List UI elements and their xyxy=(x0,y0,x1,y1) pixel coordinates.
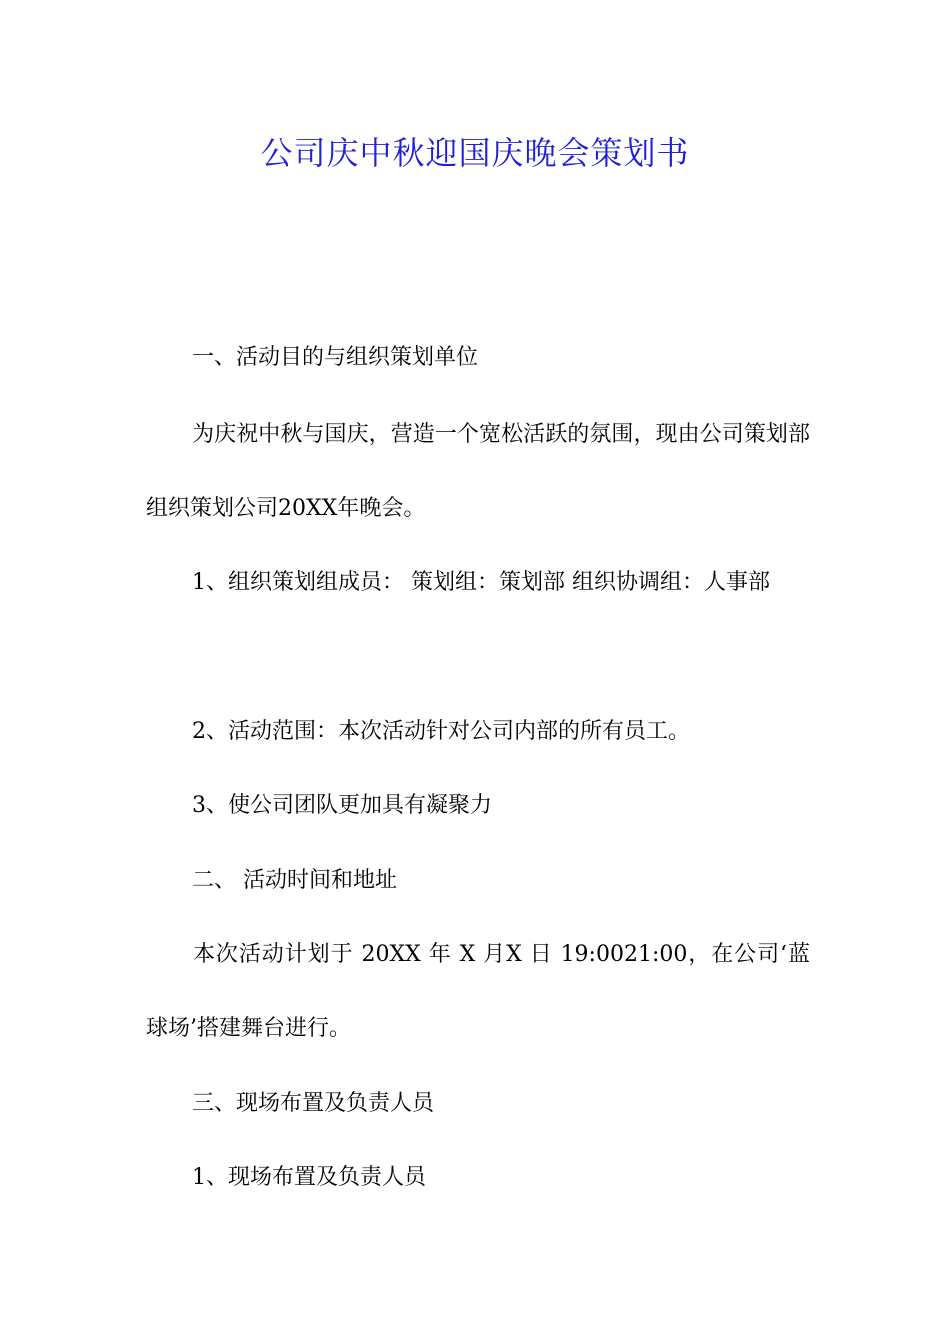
paragraph-cohesion: 3、使公司团队更加具有凝聚力 xyxy=(192,793,492,818)
paragraph-organizers: 1、组织策划组成员： 策划组：策划部 组织协调组：人事部 xyxy=(192,570,770,595)
paragraph-time-place: 本次活动计划于 20XX 年 X 月X 日 19:0021:00，在公司‘蓝球场’搭建舞台进行。 xyxy=(146,942,810,1041)
paragraph-layout-staff: 1、现场布置及负责人员 xyxy=(192,1165,426,1190)
section-heading-1: 一、活动目的与组织策划单位 xyxy=(192,345,479,370)
document-title: 公司庆中秋迎国庆晚会策划书 xyxy=(260,134,690,172)
section-heading-3: 三、现场布置及负责人员 xyxy=(192,1091,435,1116)
paragraph-scope: 2、活动范围：本次活动针对公司内部的所有员工。 xyxy=(192,719,690,744)
paragraph-purpose: 为庆祝中秋与国庆，营造一个宽松活跃的氛围，现由公司策划部组织策划公司20XX年晚会。 xyxy=(146,422,810,521)
section-heading-2: 二、 活动时间和地址 xyxy=(192,868,397,893)
